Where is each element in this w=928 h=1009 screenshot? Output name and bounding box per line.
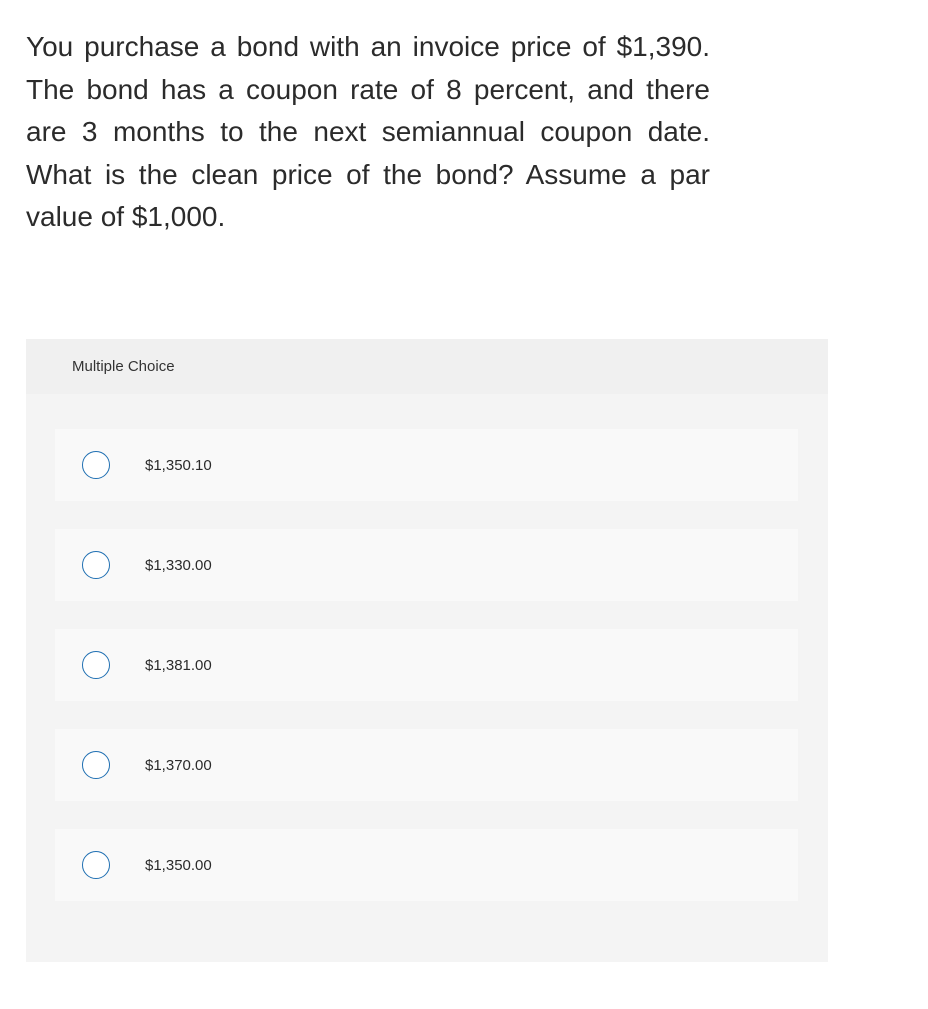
radio-button[interactable]	[82, 651, 110, 679]
answer-option-5[interactable]	[55, 829, 798, 901]
answer-option-label: $1,381.00	[145, 656, 212, 674]
radio-button[interactable]	[82, 851, 110, 879]
answer-option-label: $1,350.10	[145, 456, 212, 474]
answer-option-label: $1,350.00	[145, 856, 212, 874]
answer-option-label: $1,330.00	[145, 556, 212, 574]
answer-option-1[interactable]	[55, 429, 798, 501]
question-text: You purchase a bond with an invoice price of $1,390. The bond has a coupon rate of 8 percent, and there are 3 months to the next semiannual coupon date. What is the clean price of the bond? Assume a par value of $1,000.	[26, 31, 710, 232]
multiple-choice-panel	[26, 339, 828, 962]
radio-button[interactable]	[82, 451, 110, 479]
radio-button[interactable]	[82, 551, 110, 579]
radio-button[interactable]	[82, 751, 110, 779]
answer-option-2[interactable]	[55, 529, 798, 601]
answer-option-label: $1,370.00	[145, 756, 212, 774]
answer-option-3[interactable]	[55, 629, 798, 701]
answer-option-4[interactable]	[55, 729, 798, 801]
options-list	[55, 429, 798, 929]
multiple-choice-header: Multiple Choice	[26, 339, 828, 394]
